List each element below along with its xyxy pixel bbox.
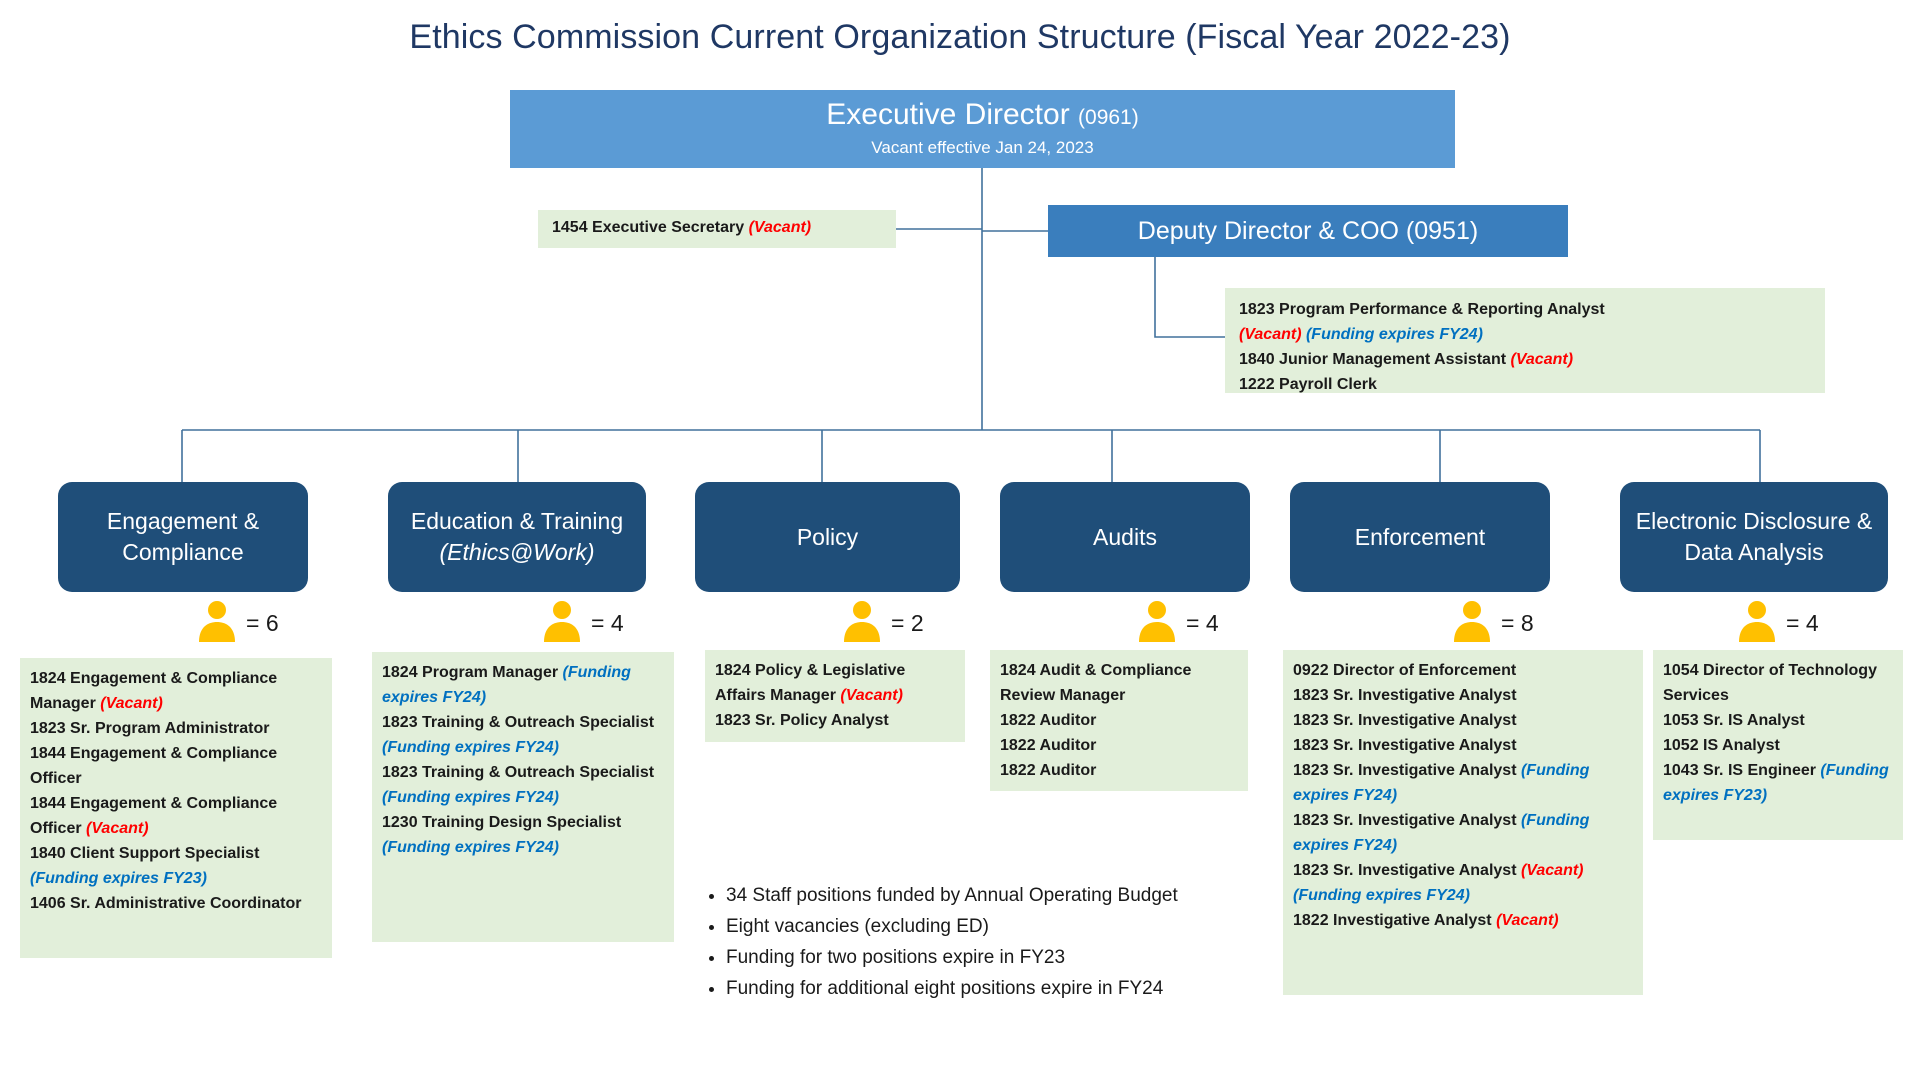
division-enforcement-label: Enforcement — [1354, 523, 1486, 550]
deputy-staff-2-title: 1840 Junior Management Assistant — [1239, 351, 1507, 368]
division-electronic-disclosure-data-analysis-staff-2-line — [1663, 733, 1895, 758]
division-education-training-staff-0-funding-tag: (Funding expires FY24) — [382, 664, 631, 706]
deputy-director-label: Deputy Director & COO (0951) — [1137, 217, 1479, 245]
division-audits-staff-1-title: 1822 Auditor — [1000, 712, 1097, 729]
deputy-staff-1-line — [1239, 322, 1825, 347]
division-enforcement-staff-2-line — [1293, 708, 1635, 733]
division-education-training-staff-1-title: 1823 Training & Outreach Specialist — [382, 714, 655, 731]
division-engagement-compliance-staff-3-vacant-tag: (Vacant) — [81, 820, 149, 837]
division-electronic-disclosure-data-analysis-count-label: = 4 — [1786, 609, 1819, 636]
division-engagement-compliance-staff-5-title: 1406 Sr. Administrative Coordinator — [30, 895, 302, 912]
division-engagement-compliance-staff-1-title: 1823 Sr. Program Administrator — [30, 720, 270, 737]
division-enforcement-staff-6-funding-tag: (Funding expires FY24) — [1293, 887, 1470, 904]
deputy-staff-2-line — [1239, 347, 1825, 372]
division-audits-staff-1-line — [1000, 708, 1240, 733]
division-electronic-disclosure-data-analysis-staff-3-funding-tag: (Funding expires FY23) — [1663, 762, 1889, 804]
deputy-staff-2-vacant-tag: (Vacant) — [1506, 351, 1574, 368]
person-icon — [1135, 598, 1179, 648]
division-policy-staff-1-line — [715, 708, 957, 733]
division-policy-count-label: = 2 — [891, 609, 924, 636]
division-policy-staff-list — [705, 650, 965, 742]
division-enforcement-staff-list — [1283, 650, 1643, 995]
division-policy-label: Policy — [796, 523, 859, 550]
division-engagement-compliance-staff-4-title: 1840 Client Support Specialist — [30, 845, 260, 862]
division-enforcement-staff-1-title: 1823 Sr. Investigative Analyst — [1293, 687, 1517, 704]
person-icon — [1735, 598, 1779, 648]
division-enforcement-staff-0-line — [1293, 658, 1635, 683]
summary-bullet-3: • Funding for additional eight positions expire in FY24 — [726, 973, 1290, 1004]
division-engagement-compliance-staff-0-title: 1824 Engagement & Compliance Manager — [30, 670, 278, 712]
node-deputy-director[interactable] — [1048, 205, 1568, 257]
node-executive-director[interactable] — [510, 90, 1455, 168]
division-engagement-compliance-staff-list — [20, 658, 332, 958]
division-education-training-staff-2-line — [382, 760, 666, 810]
division-education-training-staff-0-title: 1824 Program Manager — [382, 664, 559, 681]
division-engagement-compliance-staff-5-line — [30, 891, 324, 916]
division-enforcement-staff-4-title: 1823 Sr. Investigative Analyst — [1293, 762, 1517, 779]
division-audits-staff-0-title: 1824 Audit & Compliance Review Manager — [1000, 662, 1192, 704]
deputy-staff-1-funding-tag: (Funding expires FY24) — [1301, 326, 1483, 343]
executive-director-role: Executive Director (0961) — [826, 98, 1139, 131]
person-icon — [540, 598, 584, 648]
division-electronic-disclosure-data-analysis-staff-1-line — [1663, 708, 1895, 733]
executive-director-code: (0961) — [1078, 106, 1139, 129]
division-engagement-compliance-label: Engagement & Compliance — [106, 508, 260, 565]
division-enforcement-staff-5-title: 1823 Sr. Investigative Analyst — [1293, 812, 1517, 829]
division-electronic-disclosure-data-analysis-staff-list — [1653, 650, 1903, 840]
division-electronic-disclosure-data-analysis-headcount — [1735, 598, 1819, 648]
page-title: Ethics Commission Current Organization Structure (Fiscal Year 2022-23) — [409, 18, 1511, 56]
division-policy-staff-0-title: 1824 Policy & Legislative Affairs Manager — [715, 662, 906, 704]
division-enforcement-count-label: = 8 — [1501, 609, 1534, 636]
division-policy-staff-0-line — [715, 658, 957, 708]
division-enforcement-staff-3-line — [1293, 733, 1635, 758]
division-policy[interactable] — [695, 482, 960, 592]
division-enforcement-staff-5-line — [1293, 808, 1635, 858]
division-education-training-staff-3-line — [382, 810, 666, 860]
division-enforcement-staff-7-title: 1822 Investigative Analyst — [1293, 912, 1492, 929]
division-enforcement-staff-1-line — [1293, 683, 1635, 708]
division-engagement-compliance-staff-4-funding-tag: (Funding expires FY23) — [30, 870, 207, 887]
division-enforcement-staff-5-funding-tag: (Funding expires FY24) — [1293, 812, 1590, 854]
division-policy-headcount — [840, 598, 924, 648]
summary-bullet-1: • Eight vacancies (excluding ED) — [726, 911, 1290, 942]
division-education-training-staff-0-line — [382, 660, 666, 710]
division-electronic-disclosure-data-analysis-staff-0-line — [1663, 658, 1895, 708]
division-education-training-headcount — [540, 598, 624, 648]
division-engagement-compliance-headcount — [195, 598, 279, 648]
division-education-training-staff-1-funding-tag: (Funding expires FY24) — [382, 739, 559, 756]
division-engagement-compliance-staff-1-line — [30, 716, 324, 741]
division-enforcement-staff-7-vacant-tag: (Vacant) — [1491, 912, 1559, 929]
division-engagement-compliance-count-label: = 6 — [246, 609, 279, 636]
deputy-staff-3-title: 1222 Payroll Clerk — [1239, 376, 1377, 393]
summary-bullet-0: • 34 Staff positions funded by Annual Operating Budget — [726, 880, 1290, 911]
division-audits-count-label: = 4 — [1186, 609, 1219, 636]
division-education-training-label: Education & Training (Ethics@Work) — [411, 506, 623, 568]
division-education-training-staff-3-title: 1230 Training Design Specialist — [382, 814, 622, 831]
division-audits[interactable] — [1000, 482, 1250, 592]
division-policy-staff-0-vacant-tag: (Vacant) — [835, 687, 903, 704]
executive-director-note: Vacant effective Jan 24, 2023 — [871, 138, 1094, 157]
division-enforcement-staff-7-line — [1293, 908, 1635, 933]
summary-list — [700, 880, 1290, 1004]
division-engagement-compliance-staff-0-line — [30, 666, 324, 716]
division-enforcement-staff-0-title: 0922 Director of Enforcement — [1293, 662, 1517, 679]
division-education-training-staff-list — [372, 652, 674, 942]
division-enforcement-staff-6-line — [1293, 858, 1635, 908]
division-engagement-compliance[interactable] — [58, 482, 308, 592]
division-enforcement[interactable] — [1290, 482, 1550, 592]
deputy-staff-0-line — [1239, 297, 1825, 322]
deputy-director-staff-list — [1225, 288, 1825, 393]
deputy-staff-1-vacant-tag: (Vacant) — [1239, 326, 1302, 343]
division-engagement-compliance-staff-3-line — [30, 791, 324, 841]
executive-secretary-status: (Vacant) — [748, 219, 812, 236]
node-executive-secretary[interactable] — [538, 210, 896, 248]
division-electronic-disclosure-data-analysis-staff-3-title: 1043 Sr. IS Engineer — [1663, 762, 1816, 779]
division-audits-staff-3-title: 1822 Auditor — [1000, 762, 1097, 779]
division-education-training[interactable] — [388, 482, 646, 592]
division-enforcement-staff-4-line — [1293, 758, 1635, 808]
division-policy-staff-1-title: 1823 Sr. Policy Analyst — [715, 712, 889, 729]
division-enforcement-staff-2-title: 1823 Sr. Investigative Analyst — [1293, 712, 1517, 729]
division-education-training-staff-2-title: 1823 Training & Outreach Specialist — [382, 764, 655, 781]
division-engagement-compliance-staff-4-line — [30, 841, 324, 891]
division-electronic-disclosure-data-analysis-staff-0-title: 1054 Director of Technology Services — [1663, 662, 1877, 704]
division-education-training-subtitle: (Ethics@Work) — [439, 539, 595, 565]
division-engagement-compliance-staff-0-vacant-tag: (Vacant) — [95, 695, 163, 712]
division-engagement-compliance-staff-3-title: 1844 Engagement & Compliance Officer — [30, 795, 278, 837]
division-enforcement-staff-4-funding-tag: (Funding expires FY24) — [1293, 762, 1590, 804]
division-electronic-disclosure-data-analysis-staff-1-title: 1053 Sr. IS Analyst — [1663, 712, 1805, 729]
person-icon — [1450, 598, 1494, 648]
division-electronic-disclosure-data-analysis-staff-3-line — [1663, 758, 1895, 808]
division-audits-headcount — [1135, 598, 1219, 648]
division-enforcement-staff-6-vacant-tag: (Vacant) — [1516, 862, 1584, 879]
division-education-training-staff-3-funding-tag: (Funding expires FY24) — [382, 839, 559, 856]
division-enforcement-staff-3-title: 1823 Sr. Investigative Analyst — [1293, 737, 1517, 754]
executive-secretary-title: 1454 Executive Secretary — [552, 219, 745, 236]
division-electronic-disclosure-data-analysis-label: Electronic Disclosure & Data Analysis — [1635, 508, 1873, 565]
division-education-training-staff-1-line — [382, 710, 666, 760]
division-audits-staff-2-title: 1822 Auditor — [1000, 737, 1097, 754]
division-audits-staff-2-line — [1000, 733, 1240, 758]
division-education-training-staff-2-funding-tag: (Funding expires FY24) — [382, 789, 559, 806]
division-enforcement-staff-6-title: 1823 Sr. Investigative Analyst — [1293, 862, 1517, 879]
division-electronic-disclosure-data-analysis-staff-2-title: 1052 IS Analyst — [1663, 737, 1780, 754]
summary-bullet-2: • Funding for two positions expire in FY23 — [726, 942, 1290, 973]
division-enforcement-headcount — [1450, 598, 1534, 648]
deputy-staff-3-line — [1239, 372, 1825, 397]
division-audits-staff-list — [990, 650, 1248, 791]
person-icon — [195, 598, 239, 648]
division-audits-label: Audits — [1093, 523, 1157, 550]
division-audits-staff-0-line — [1000, 658, 1240, 708]
division-engagement-compliance-staff-2-title: 1844 Engagement & Compliance Officer — [30, 745, 278, 787]
summary-notes — [700, 880, 1290, 1004]
division-engagement-compliance-staff-2-line — [30, 741, 324, 791]
division-electronic-disclosure-data-analysis[interactable] — [1620, 482, 1888, 592]
person-icon — [840, 598, 884, 648]
division-audits-staff-3-line — [1000, 758, 1240, 783]
deputy-staff-0-title: 1823 Program Performance & Reporting Analyst — [1239, 301, 1605, 318]
division-education-training-count-label: = 4 — [591, 609, 624, 636]
